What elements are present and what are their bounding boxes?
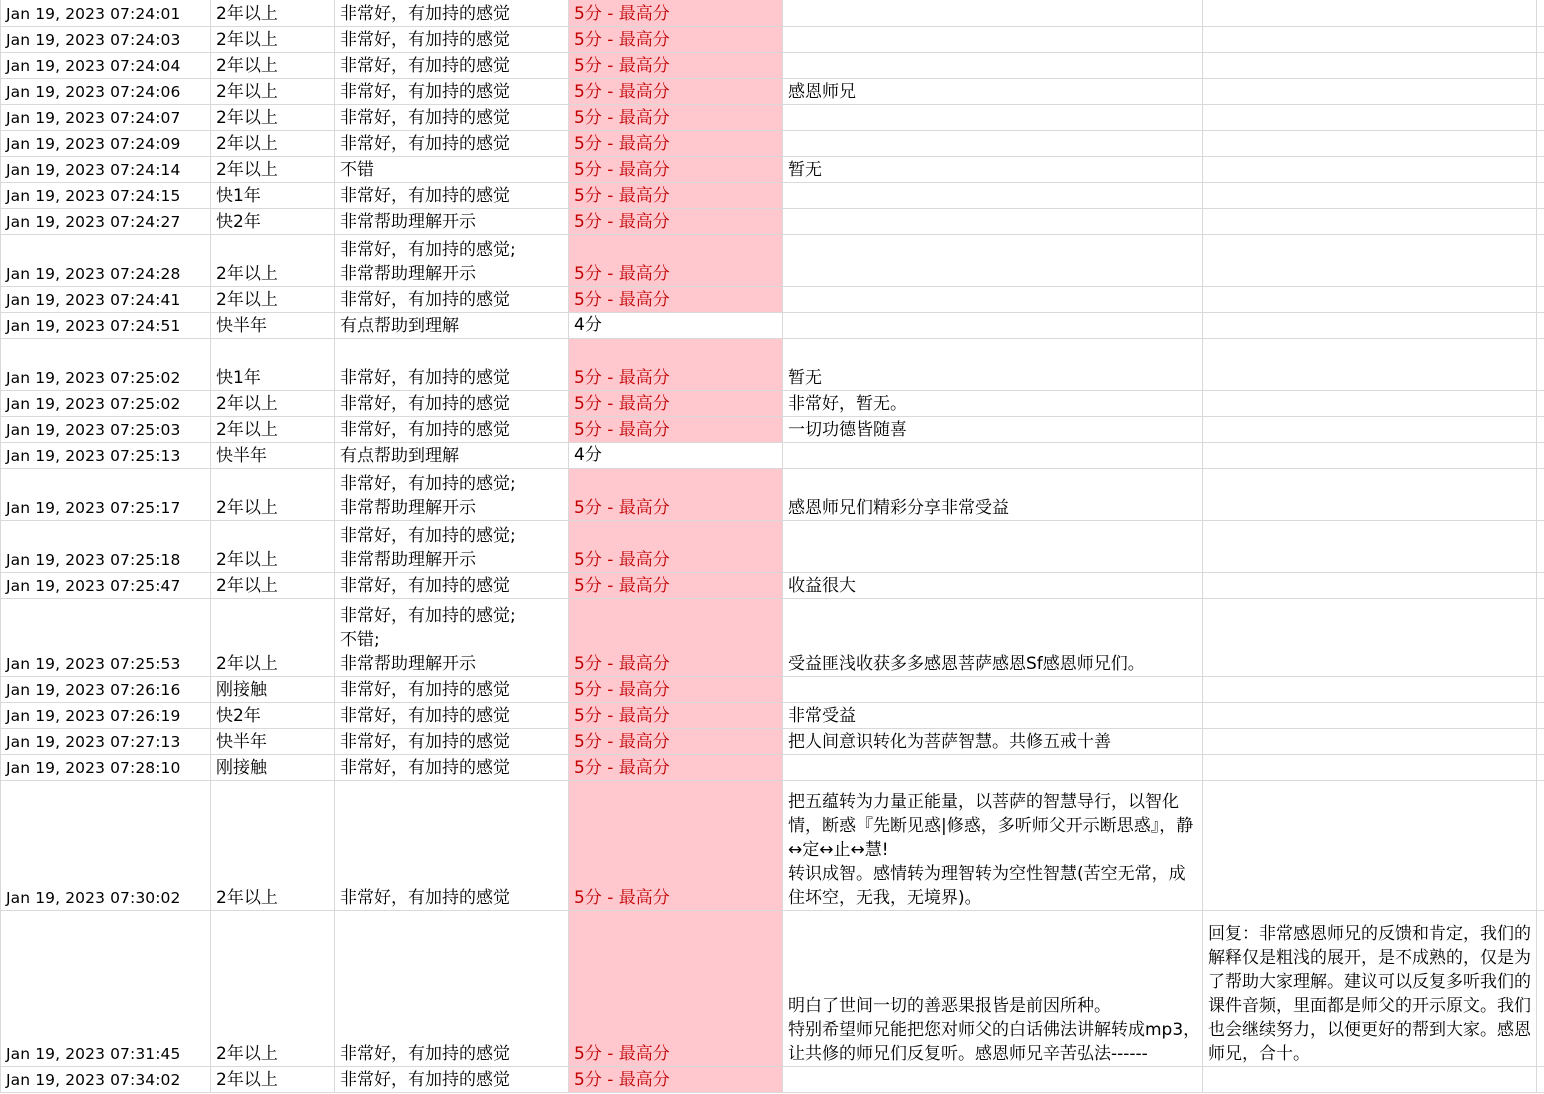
timestamp-cell[interactable]: Jan 19, 2023 07:24:27 xyxy=(1,209,211,235)
duration-cell[interactable]: 快半年 xyxy=(211,313,335,339)
reply-cell[interactable] xyxy=(1203,573,1537,599)
timestamp-cell[interactable]: Jan 19, 2023 07:24:41 xyxy=(1,287,211,313)
duration-cell[interactable]: 2年以上 xyxy=(211,157,335,183)
duration-cell[interactable]: 2年以上 xyxy=(211,105,335,131)
feeling-cell[interactable]: 非常好，有加持的感觉 xyxy=(335,729,569,755)
comment-cell[interactable]: 非常好，暂无。 xyxy=(783,391,1203,417)
empty-cell[interactable] xyxy=(1537,391,1544,417)
duration-cell[interactable]: 快1年 xyxy=(211,339,335,391)
rating-cell[interactable]: 5分 - 最高分 xyxy=(569,677,783,703)
duration-cell[interactable]: 快1年 xyxy=(211,183,335,209)
rating-cell[interactable]: 5分 - 最高分 xyxy=(569,1067,783,1093)
duration-cell[interactable]: 刚接触 xyxy=(211,677,335,703)
rating-cell[interactable]: 4分 xyxy=(569,313,783,339)
feeling-cell[interactable]: 不错 xyxy=(335,157,569,183)
empty-cell[interactable] xyxy=(1537,443,1544,469)
reply-cell[interactable] xyxy=(1203,183,1537,209)
feeling-cell[interactable]: 非常好，有加持的感觉 xyxy=(335,287,569,313)
duration-cell[interactable]: 2年以上 xyxy=(211,391,335,417)
table-row xyxy=(1,703,1544,729)
empty-cell[interactable] xyxy=(1537,677,1544,703)
timestamp-cell[interactable]: Jan 19, 2023 07:25:47 xyxy=(1,573,211,599)
comment-cell[interactable]: 非常受益 xyxy=(783,703,1203,729)
rating-cell[interactable]: 5分 - 最高分 xyxy=(569,131,783,157)
feeling-cell[interactable]: 非常好，有加持的感觉 xyxy=(335,131,569,157)
feeling-cell[interactable]: 有点帮助到理解 xyxy=(335,313,569,339)
reply-cell[interactable] xyxy=(1203,781,1537,911)
reply-cell[interactable] xyxy=(1203,599,1537,677)
reply-cell[interactable] xyxy=(1203,755,1537,781)
table-row xyxy=(1,391,1544,417)
feeling-cell[interactable]: 非常好，有加持的感觉 xyxy=(335,781,569,911)
table-row xyxy=(1,339,1544,391)
feeling-cell[interactable]: 非常好，有加持的感觉 xyxy=(335,27,569,53)
table-row xyxy=(1,313,1544,339)
table-row xyxy=(1,911,1544,1067)
table-row xyxy=(1,677,1544,703)
duration-cell[interactable]: 2年以上 xyxy=(211,235,335,287)
comment-cell[interactable]: 把人间意识转化为菩萨智慧。共修五戒十善 xyxy=(783,729,1203,755)
duration-cell[interactable]: 快2年 xyxy=(211,209,335,235)
feeling-cell[interactable]: 非常好，有加持的感觉 xyxy=(335,79,569,105)
timestamp-cell[interactable]: Jan 19, 2023 07:25:02 xyxy=(1,391,211,417)
feeling-cell[interactable]: 有点帮助到理解 xyxy=(335,443,569,469)
empty-cell[interactable] xyxy=(1537,53,1544,79)
empty-cell[interactable] xyxy=(1537,235,1544,287)
timestamp-cell[interactable]: Jan 19, 2023 07:26:19 xyxy=(1,703,211,729)
empty-cell[interactable] xyxy=(1537,0,1544,27)
timestamp-cell[interactable]: Jan 19, 2023 07:24:07 xyxy=(1,105,211,131)
comment-cell[interactable] xyxy=(783,0,1203,27)
empty-cell[interactable] xyxy=(1537,209,1544,235)
timestamp-cell[interactable]: Jan 19, 2023 07:25:53 xyxy=(1,599,211,677)
timestamp-cell[interactable]: Jan 19, 2023 07:25:02 xyxy=(1,339,211,391)
rating-cell[interactable]: 5分 - 最高分 xyxy=(569,521,783,573)
feeling-cell[interactable]: 非常好，有加持的感觉 xyxy=(335,677,569,703)
table-row xyxy=(1,79,1544,105)
rating-cell[interactable]: 5分 - 最高分 xyxy=(569,183,783,209)
feeling-cell[interactable]: 非常好，有加持的感觉 xyxy=(335,183,569,209)
duration-cell[interactable]: 2年以上 xyxy=(211,287,335,313)
feeling-cell[interactable]: 非常好，有加持的感觉; 非常帮助理解开示 xyxy=(335,235,569,287)
table-row xyxy=(1,729,1544,755)
duration-cell[interactable]: 2年以上 xyxy=(211,131,335,157)
reply-cell[interactable] xyxy=(1203,313,1537,339)
table-row xyxy=(1,105,1544,131)
comment-cell[interactable]: 明白了世间一切的善恶果报皆是前因所种。 特别希望师兄能把您对师父的白话佛法讲解转成mp3，让共修的师兄们反复听。感恩师兄辛苦弘法------ xyxy=(783,911,1203,1067)
reply-cell[interactable] xyxy=(1203,0,1537,27)
empty-cell[interactable] xyxy=(1537,27,1544,53)
comment-cell[interactable] xyxy=(783,53,1203,79)
empty-cell[interactable] xyxy=(1537,911,1544,1067)
duration-cell[interactable]: 2年以上 xyxy=(211,79,335,105)
duration-cell[interactable]: 快半年 xyxy=(211,443,335,469)
empty-cell[interactable] xyxy=(1537,287,1544,313)
feeling-cell[interactable]: 非常好，有加持的感觉; 非常帮助理解开示 xyxy=(335,521,569,573)
rating-cell[interactable]: 5分 - 最高分 xyxy=(569,729,783,755)
comment-cell[interactable] xyxy=(783,1067,1203,1093)
duration-cell[interactable]: 2年以上 xyxy=(211,0,335,27)
duration-cell[interactable]: 2年以上 xyxy=(211,417,335,443)
feeling-cell[interactable]: 非常好，有加持的感觉 xyxy=(335,703,569,729)
table-row xyxy=(1,0,1544,27)
empty-cell[interactable] xyxy=(1537,105,1544,131)
rating-cell[interactable]: 5分 - 最高分 xyxy=(569,703,783,729)
table-row xyxy=(1,573,1544,599)
table-row xyxy=(1,1067,1544,1093)
timestamp-cell[interactable]: Jan 19, 2023 07:27:13 xyxy=(1,729,211,755)
comment-cell[interactable] xyxy=(783,209,1203,235)
rating-cell[interactable]: 5分 - 最高分 xyxy=(569,209,783,235)
comment-cell[interactable] xyxy=(783,27,1203,53)
empty-cell[interactable] xyxy=(1537,79,1544,105)
reply-cell[interactable] xyxy=(1203,391,1537,417)
feeling-cell[interactable]: 非常好，有加持的感觉 xyxy=(335,105,569,131)
table-row xyxy=(1,131,1544,157)
reply-cell[interactable] xyxy=(1203,53,1537,79)
table-row xyxy=(1,157,1544,183)
empty-cell[interactable] xyxy=(1537,573,1544,599)
empty-cell[interactable] xyxy=(1537,131,1544,157)
comment-cell[interactable] xyxy=(783,183,1203,209)
rating-cell[interactable]: 5分 - 最高分 xyxy=(569,417,783,443)
feeling-cell[interactable]: 非常好，有加持的感觉 xyxy=(335,53,569,79)
rating-cell[interactable]: 5分 - 最高分 xyxy=(569,599,783,677)
rating-cell[interactable]: 5分 - 最高分 xyxy=(569,911,783,1067)
duration-cell[interactable]: 快2年 xyxy=(211,703,335,729)
timestamp-cell[interactable]: Jan 19, 2023 07:24:09 xyxy=(1,131,211,157)
reply-cell[interactable] xyxy=(1203,235,1537,287)
duration-cell[interactable]: 2年以上 xyxy=(211,53,335,79)
timestamp-cell[interactable]: Jan 19, 2023 07:24:14 xyxy=(1,157,211,183)
rating-cell[interactable]: 5分 - 最高分 xyxy=(569,339,783,391)
comment-cell[interactable] xyxy=(783,313,1203,339)
table-row xyxy=(1,27,1544,53)
comment-cell[interactable] xyxy=(783,755,1203,781)
reply-cell[interactable] xyxy=(1203,469,1537,521)
rating-cell[interactable]: 5分 - 最高分 xyxy=(569,27,783,53)
table-row xyxy=(1,755,1544,781)
reply-cell[interactable] xyxy=(1203,677,1537,703)
empty-cell[interactable] xyxy=(1537,703,1544,729)
duration-cell[interactable]: 2年以上 xyxy=(211,911,335,1067)
empty-cell[interactable] xyxy=(1537,157,1544,183)
comment-cell[interactable]: 受益匪浅收获多多感恩菩萨感恩Sf感恩师兄们。 xyxy=(783,599,1203,677)
feeling-cell[interactable]: 非常好，有加持的感觉 xyxy=(335,1067,569,1093)
reply-cell[interactable] xyxy=(1203,157,1537,183)
timestamp-cell[interactable]: Jan 19, 2023 07:25:03 xyxy=(1,417,211,443)
reply-cell[interactable] xyxy=(1203,1067,1537,1093)
reply-cell[interactable] xyxy=(1203,417,1537,443)
rating-cell[interactable]: 5分 - 最高分 xyxy=(569,391,783,417)
reply-cell[interactable] xyxy=(1203,27,1537,53)
reply-cell[interactable] xyxy=(1203,339,1537,391)
duration-cell[interactable]: 2年以上 xyxy=(211,27,335,53)
comment-cell[interactable]: 把五蕴转为力量正能量，以菩萨的智慧导行，以智化情，断惑『先断见惑|修惑，多听师父开示断思惑』，静↔定↔止↔慧! 转识成智。感情转为理智转为空性智慧(苦空无常，成住坏空，无我，无境界)。 xyxy=(783,781,1203,911)
comment-cell[interactable]: 感恩师兄们精彩分享非常受益 xyxy=(783,469,1203,521)
feeling-cell[interactable]: 非常好，有加持的感觉 xyxy=(335,417,569,443)
duration-cell[interactable]: 2年以上 xyxy=(211,1067,335,1093)
duration-cell[interactable]: 2年以上 xyxy=(211,781,335,911)
empty-cell[interactable] xyxy=(1537,417,1544,443)
duration-cell[interactable]: 2年以上 xyxy=(211,521,335,573)
table-row xyxy=(1,287,1544,313)
timestamp-cell[interactable]: Jan 19, 2023 07:30:02 xyxy=(1,781,211,911)
empty-cell[interactable] xyxy=(1537,1067,1544,1093)
comment-cell[interactable] xyxy=(783,677,1203,703)
timestamp-cell[interactable]: Jan 19, 2023 07:34:02 xyxy=(1,1067,211,1093)
rating-cell[interactable]: 5分 - 最高分 xyxy=(569,755,783,781)
comment-cell[interactable]: 收益很大 xyxy=(783,573,1203,599)
comment-cell[interactable]: 感恩师兄 xyxy=(783,79,1203,105)
reply-cell[interactable] xyxy=(1203,703,1537,729)
rating-cell[interactable]: 5分 - 最高分 xyxy=(569,235,783,287)
duration-cell[interactable]: 2年以上 xyxy=(211,599,335,677)
comment-cell[interactable] xyxy=(783,235,1203,287)
table-row xyxy=(1,183,1544,209)
empty-cell[interactable] xyxy=(1537,781,1544,911)
comment-cell[interactable] xyxy=(783,443,1203,469)
rating-cell[interactable]: 5分 - 最高分 xyxy=(569,469,783,521)
empty-cell[interactable] xyxy=(1537,469,1544,521)
duration-cell[interactable]: 2年以上 xyxy=(211,573,335,599)
reply-cell[interactable] xyxy=(1203,105,1537,131)
reply-cell[interactable] xyxy=(1203,287,1537,313)
timestamp-cell[interactable]: Jan 19, 2023 07:31:45 xyxy=(1,911,211,1067)
duration-cell[interactable]: 2年以上 xyxy=(211,469,335,521)
reply-cell[interactable] xyxy=(1203,131,1537,157)
rating-cell[interactable]: 5分 - 最高分 xyxy=(569,781,783,911)
rating-cell[interactable]: 5分 - 最高分 xyxy=(569,287,783,313)
empty-cell[interactable] xyxy=(1537,313,1544,339)
rating-cell[interactable]: 5分 - 最高分 xyxy=(569,0,783,27)
feeling-cell[interactable]: 非常好，有加持的感觉; 非常帮助理解开示 xyxy=(335,469,569,521)
reply-cell[interactable] xyxy=(1203,443,1537,469)
feeling-cell[interactable]: 非常好，有加持的感觉 xyxy=(335,391,569,417)
timestamp-cell[interactable]: Jan 19, 2023 07:28:10 xyxy=(1,755,211,781)
timestamp-cell[interactable]: Jan 19, 2023 07:25:18 xyxy=(1,521,211,573)
timestamp-cell[interactable]: Jan 19, 2023 07:25:13 xyxy=(1,443,211,469)
feeling-cell[interactable]: 非常好，有加持的感觉 xyxy=(335,755,569,781)
comment-cell[interactable]: 暂无 xyxy=(783,339,1203,391)
empty-cell[interactable] xyxy=(1537,339,1544,391)
table-row xyxy=(1,469,1544,521)
rating-cell[interactable]: 5分 - 最高分 xyxy=(569,157,783,183)
comment-cell[interactable]: 暂无 xyxy=(783,157,1203,183)
empty-cell[interactable] xyxy=(1537,599,1544,677)
feeling-cell[interactable]: 非常好，有加持的感觉 xyxy=(335,911,569,1067)
table-row xyxy=(1,599,1544,677)
table-row xyxy=(1,53,1544,79)
feeling-cell[interactable]: 非常好，有加持的感觉 xyxy=(335,0,569,27)
comment-cell[interactable]: 一切功德皆随喜 xyxy=(783,417,1203,443)
timestamp-cell[interactable]: Jan 19, 2023 07:24:03 xyxy=(1,27,211,53)
timestamp-cell[interactable]: Jan 19, 2023 07:26:16 xyxy=(1,677,211,703)
comment-cell[interactable] xyxy=(783,131,1203,157)
table-row xyxy=(1,235,1544,287)
table-row xyxy=(1,443,1544,469)
duration-cell[interactable]: 刚接触 xyxy=(211,755,335,781)
empty-cell[interactable] xyxy=(1537,521,1544,573)
duration-cell[interactable]: 快半年 xyxy=(211,729,335,755)
reply-cell[interactable]: 回复：非常感恩师兄的反馈和肯定，我们的解释仅是粗浅的展开，是不成熟的，仅是为了帮助大家理解。建议可以反复多听我们的课件音频，里面都是师父的开示原文。我们也会继续努力，以便更好的帮到大家。感恩师兄，合十。 xyxy=(1203,911,1537,1067)
reply-cell[interactable] xyxy=(1203,79,1537,105)
timestamp-cell[interactable]: Jan 19, 2023 07:24:51 xyxy=(1,313,211,339)
rating-cell[interactable]: 4分 xyxy=(569,443,783,469)
empty-cell[interactable] xyxy=(1537,755,1544,781)
rating-cell[interactable]: 5分 - 最高分 xyxy=(569,53,783,79)
timestamp-cell[interactable]: Jan 19, 2023 07:24:04 xyxy=(1,53,211,79)
feeling-cell[interactable]: 非常好，有加持的感觉 xyxy=(335,339,569,391)
comment-cell[interactable] xyxy=(783,521,1203,573)
timestamp-cell[interactable]: Jan 19, 2023 07:25:17 xyxy=(1,469,211,521)
rating-cell[interactable]: 5分 - 最高分 xyxy=(569,79,783,105)
comment-cell[interactable] xyxy=(783,287,1203,313)
comment-cell[interactable] xyxy=(783,105,1203,131)
timestamp-cell[interactable]: Jan 19, 2023 07:24:01 xyxy=(1,0,211,27)
timestamp-cell[interactable]: Jan 19, 2023 07:24:06 xyxy=(1,79,211,105)
table-row xyxy=(1,417,1544,443)
reply-cell[interactable] xyxy=(1203,209,1537,235)
timestamp-cell[interactable]: Jan 19, 2023 07:24:15 xyxy=(1,183,211,209)
rating-cell[interactable]: 5分 - 最高分 xyxy=(569,573,783,599)
reply-cell[interactable] xyxy=(1203,729,1537,755)
empty-cell[interactable] xyxy=(1537,183,1544,209)
feeling-cell[interactable]: 非常好，有加持的感觉 xyxy=(335,573,569,599)
feeling-cell[interactable]: 非常好，有加持的感觉; 不错; 非常帮助理解开示 xyxy=(335,599,569,677)
reply-cell[interactable] xyxy=(1203,521,1537,573)
table-row xyxy=(1,209,1544,235)
table-row xyxy=(1,781,1544,911)
rating-cell[interactable]: 5分 - 最高分 xyxy=(569,105,783,131)
timestamp-cell[interactable]: Jan 19, 2023 07:24:28 xyxy=(1,235,211,287)
table-row xyxy=(1,521,1544,573)
empty-cell[interactable] xyxy=(1537,729,1544,755)
feeling-cell[interactable]: 非常帮助理解开示 xyxy=(335,209,569,235)
